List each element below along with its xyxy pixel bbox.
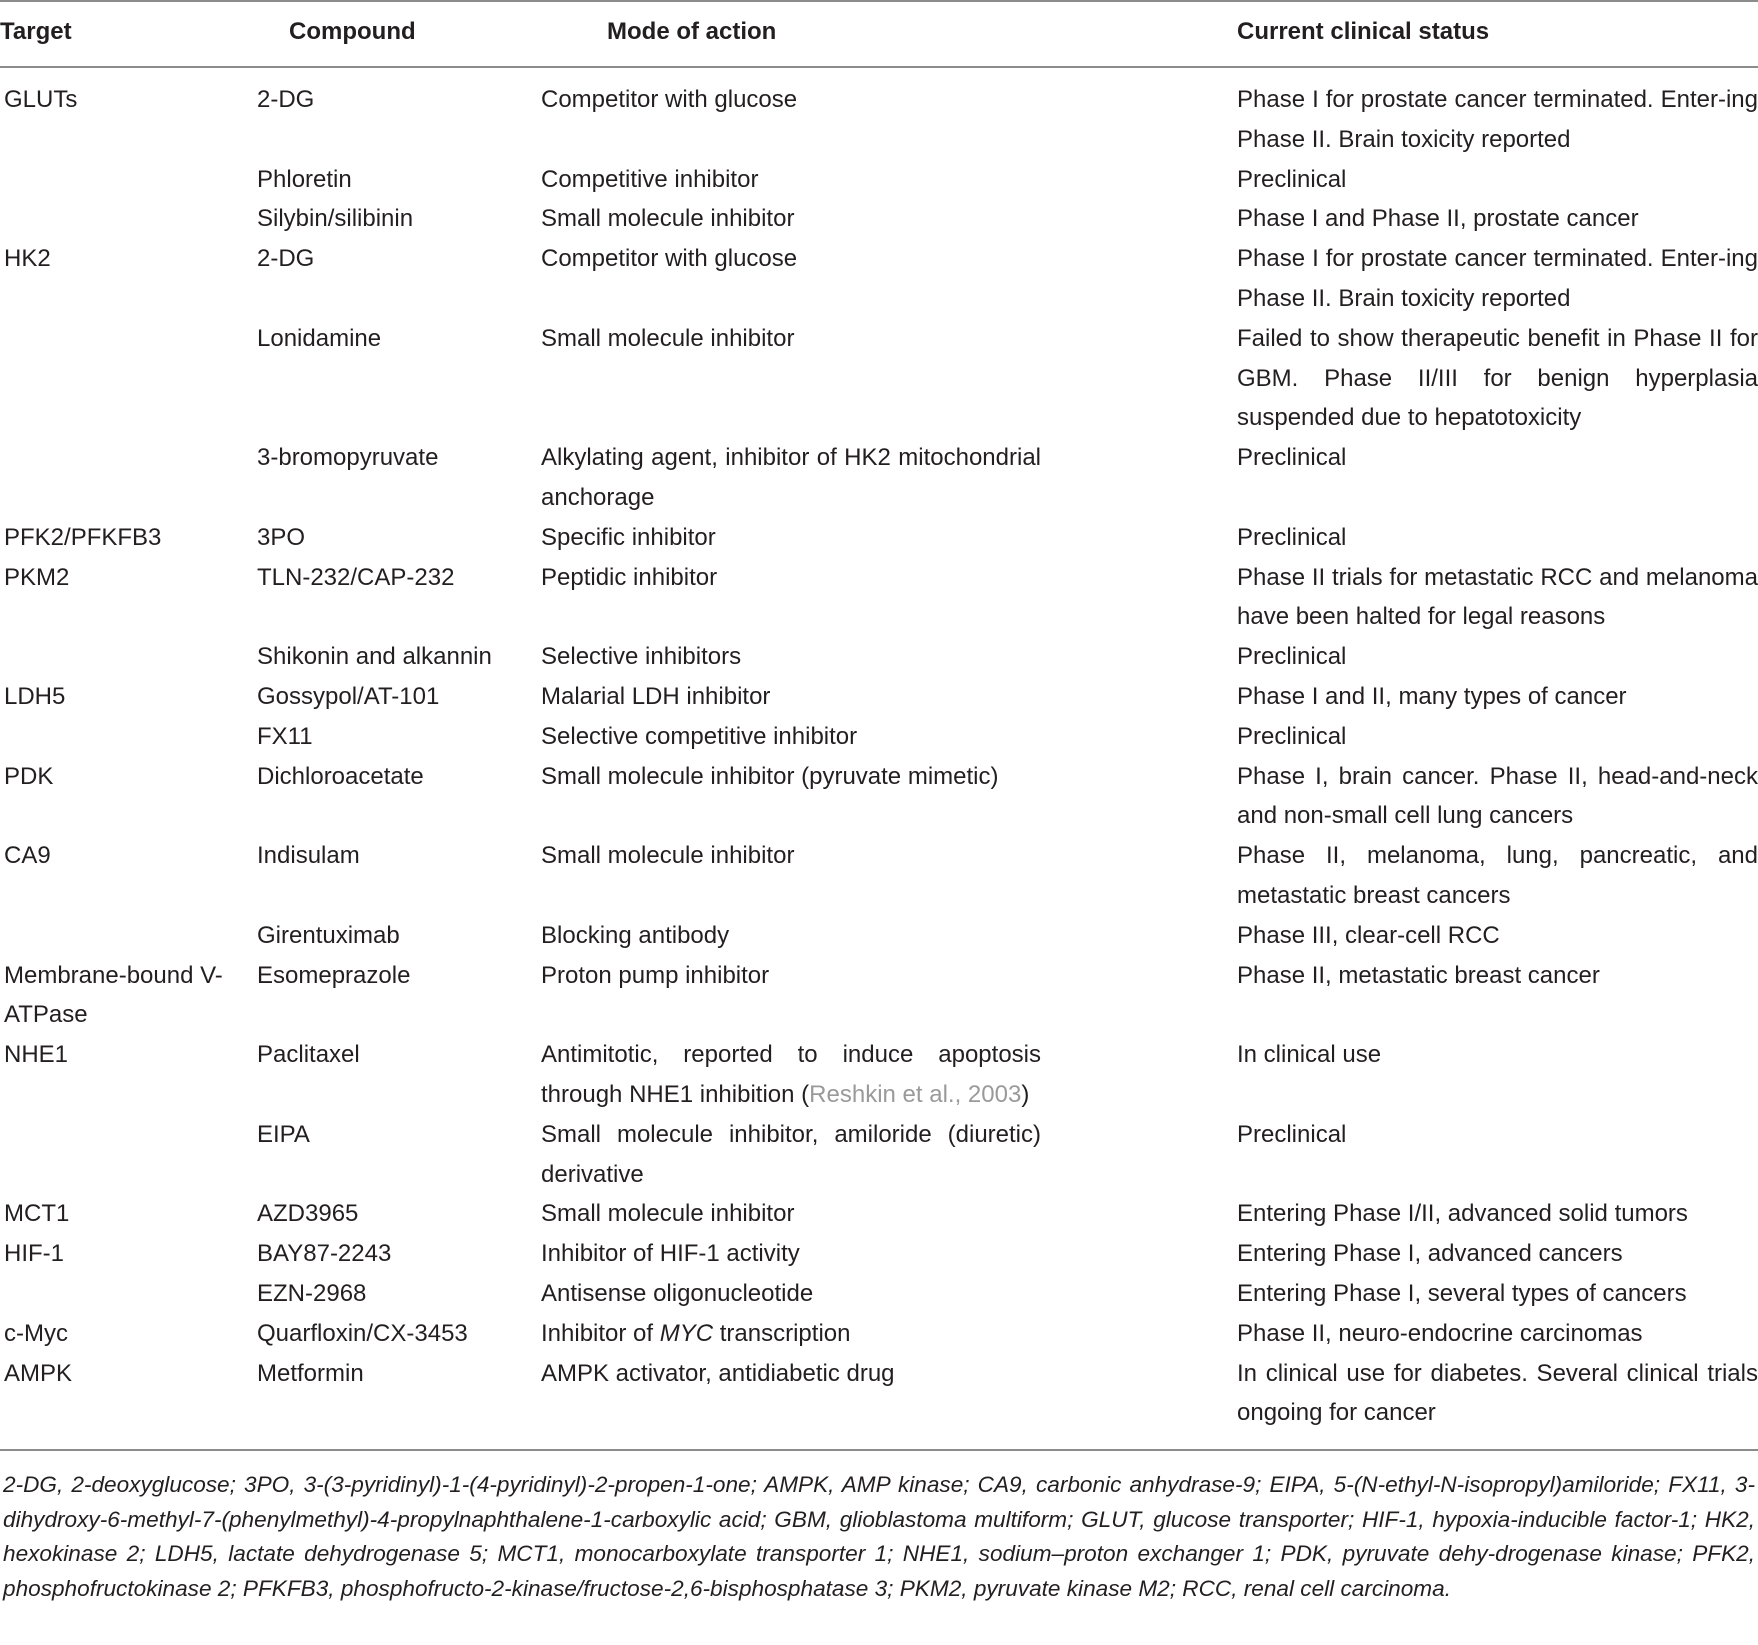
cell-clinical-status: Entering Phase I/II, advanced solid tumors — [1237, 1200, 1688, 1228]
cell-target: c-Myc — [4, 1319, 68, 1347]
cell-clinical-status: Entering Phase I, advanced cancers — [1237, 1240, 1623, 1268]
citation-open: ( — [794, 1080, 810, 1108]
cell-clinical-status: In clinical use for diabetes. Several clinical trials ongoing for cancer — [1237, 1359, 1758, 1427]
cell-mode-of-action: Proton pump inhibitor — [541, 961, 770, 989]
header-compound: Compound — [289, 18, 416, 45]
cell-mode-of-action — [541, 1035, 1041, 1115]
cell-target: HK2 — [4, 245, 51, 273]
cell-target: AMPK — [4, 1359, 73, 1387]
cell-clinical-status: Preclinical — [1237, 523, 1347, 551]
table-row — [4, 1194, 1758, 1234]
mode-text: Antimitotic, reported to induce apoptosis through NHE1 inhibition — [541, 1041, 1041, 1108]
cell-target: PFK2/PFKFB3 — [4, 523, 162, 551]
cell-compound: BAY87-2243 — [257, 1240, 392, 1268]
cell-compound: 2-DG — [257, 245, 315, 273]
table-row — [4, 637, 1758, 677]
cell-mode-of-action: Selective competitive inhibitor — [541, 722, 858, 750]
cell-mode-of-action: Specific inhibitor — [541, 523, 716, 551]
table-row — [4, 319, 1758, 438]
table-row — [4, 1354, 1758, 1434]
table-row — [4, 1274, 1758, 1314]
cell-compound: Phloretin — [257, 165, 352, 193]
citation-close: ) — [1021, 1080, 1030, 1108]
cell-clinical-status: Phase II, melanoma, lung, pancreatic, and metastatic breast cancers — [1237, 842, 1758, 909]
cell-compound: Metformin — [257, 1359, 364, 1387]
cell-target: Membrane-bound V-ATPase — [4, 961, 223, 1029]
table-row — [4, 916, 1758, 956]
cell-mode-of-action: Antisense oligonucleotide — [541, 1279, 814, 1307]
table-row — [4, 239, 1758, 319]
cell-mode-of-action: Small molecule inhibitor — [541, 324, 795, 352]
header-target: Target — [0, 18, 72, 45]
cell-mode-of-action: Small molecule inhibitor, amiloride (diuretic) derivative — [541, 1120, 1041, 1188]
gene-name: MYC — [659, 1319, 714, 1347]
cell-target: CA9 — [4, 842, 51, 870]
cell-clinical-status: Phase II trials for metastatic RCC and melanoma have been halted for legal reasons — [1237, 563, 1758, 631]
cell-clinical-status: Preclinical — [1237, 444, 1347, 472]
cell-clinical-status: Entering Phase I, several types of cancers — [1237, 1279, 1687, 1307]
table-row — [4, 518, 1758, 558]
table-row — [4, 836, 1758, 916]
cell-mode-of-action: Competitor with glucose — [541, 245, 798, 273]
table-body — [4, 80, 1758, 1433]
cell-target: PDK — [4, 762, 54, 790]
cell-mode-of-action: Competitor with glucose — [541, 86, 798, 113]
header-mode-of-action: Mode of action — [607, 18, 777, 45]
table-bottom-rule — [0, 1449, 1758, 1451]
cell-compound: 3-bromopyruvate — [257, 444, 439, 472]
cell-mode-of-action: AMPK activator, antidiabetic drug — [541, 1359, 895, 1387]
table-footnote: 2-DG, 2-deoxyglucose; 3PO, 3-(3-pyridinyl)-1-(4-pyridinyl)-2-propen-1-one; AMPK, AMP kinase; CA9, carbonic anhydrase-9; EIPA, 5-(N-ethyl-N-isopropyl)amiloride; FX11, 3-dihydroxy-6-methyl-7-(phenylmethyl)-4-propylnaphthalene-1-carboxylic acid; GBM, glioblastoma multiform; GLUT, glucose transporter; HIF-1, hypoxia-inducible factor-1; HK2, hexokinase 2; LDH5, lactate dehydrogenase 5; MCT1, monocarboxylate transporter 1; NHE1, sodium–proton exchanger 1; PDK, pyruvate dehy-drogenase kinase; PFK2, phosphofructokinase 2; PFKFB3, phosphofructo-2-kinase/fructose-2,6-bisphosphatase 3; PKM2, pyruvate kinase M2; RCC, renal cell carcinoma. — [3, 1472, 1755, 1601]
cell-compound: Lonidamine — [257, 324, 382, 352]
cell-clinical-status: Phase II, neuro-endocrine carcinomas — [1237, 1319, 1643, 1347]
table-row — [4, 1234, 1758, 1274]
table-row — [4, 199, 1758, 239]
cell-mode-of-action: Inhibitor of HIF-1 activity — [541, 1240, 800, 1268]
cell-clinical-status: Preclinical — [1237, 1120, 1347, 1148]
cell-clinical-status: Phase I, brain cancer. Phase II, head-and-neck and non-small cell lung cancers — [1237, 762, 1758, 830]
cell-mode-of-action: Blocking antibody — [541, 921, 730, 949]
cell-mode-of-action: Peptidic inhibitor — [541, 563, 718, 591]
cell-clinical-status: Phase III, clear-cell RCC — [1237, 921, 1500, 949]
cell-compound: 2-DG — [257, 86, 315, 113]
cell-target: PKM2 — [4, 563, 70, 591]
cell-mode-of-action: Alkylating agent, inhibitor of HK2 mitochondrial anchorage — [541, 444, 1041, 511]
cell-mode-of-action: Malarial LDH inhibitor — [541, 682, 771, 710]
table-row — [4, 160, 1758, 200]
cell-compound: Shikonin and alkannin — [257, 643, 492, 671]
cell-mode-of-action: Selective inhibitors — [541, 643, 742, 671]
header-clinical-status: Current clinical status — [1237, 18, 1490, 45]
cell-compound: 3PO — [257, 523, 306, 551]
cell-compound: Girentuximab — [257, 921, 400, 949]
cell-compound: Indisulam — [257, 842, 360, 870]
cell-target: NHE1 — [4, 1041, 69, 1069]
citation-link[interactable]: Reshkin et al., 2003 — [809, 1080, 1022, 1108]
table-header-rule — [0, 66, 1758, 68]
cell-compound: Esomeprazole — [257, 961, 411, 989]
cell-compound: EZN-2968 — [257, 1279, 367, 1307]
cell-clinical-status: Preclinical — [1237, 165, 1347, 193]
cell-mode-of-action: Small molecule inhibitor — [541, 1200, 795, 1228]
cell-compound: Paclitaxel — [257, 1041, 360, 1069]
table-row — [4, 80, 1758, 160]
cell-target: GLUTs — [4, 86, 78, 113]
mode-text-tail: transcription — [713, 1319, 851, 1347]
cell-clinical-status: Phase II, metastatic breast cancer — [1237, 961, 1600, 989]
table-row — [4, 558, 1758, 638]
table-row — [4, 677, 1758, 717]
cell-clinical-status: Phase I for prostate cancer terminated. Enter-ing Phase II. Brain toxicity reported — [1237, 245, 1758, 312]
table-row — [4, 956, 1758, 1036]
cell-target: MCT1 — [4, 1200, 70, 1228]
table-row — [4, 438, 1758, 518]
table-header-row — [0, 2, 1758, 62]
cell-clinical-status: Phase I for prostate cancer terminated. Enter-ing Phase II. Brain toxicity reported — [1237, 86, 1758, 153]
cell-compound: TLN-232/CAP-232 — [257, 563, 455, 591]
cell-mode-of-action: Small molecule inhibitor (pyruvate mimetic) — [541, 762, 999, 790]
cell-compound: Silybin/silibinin — [257, 205, 414, 233]
cell-clinical-status: In clinical use — [1237, 1041, 1382, 1069]
mode-text: Inhibitor of — [541, 1319, 660, 1347]
cell-clinical-status: Phase I and II, many types of cancer — [1237, 682, 1627, 710]
cell-compound: FX11 — [257, 722, 313, 750]
cell-clinical-status: Failed to show therapeutic benefit in Phase II for GBM. Phase II/III for benign hyperplasia suspended due to hepatotoxicity — [1237, 324, 1758, 432]
cell-target: HIF-1 — [4, 1240, 64, 1268]
cell-compound: Dichloroacetate — [257, 762, 424, 790]
cell-mode-of-action — [541, 1314, 1041, 1354]
cell-clinical-status: Phase I and Phase II, prostate cancer — [1237, 205, 1639, 233]
cell-clinical-status: Preclinical — [1237, 722, 1347, 750]
table-row — [4, 1035, 1758, 1115]
cell-clinical-status: Preclinical — [1237, 643, 1347, 671]
cell-compound: Gossypol/AT-101 — [257, 682, 440, 710]
cell-compound: Quarfloxin/CX-3453 — [257, 1319, 468, 1347]
table-row — [4, 1115, 1758, 1195]
table-row — [4, 717, 1758, 757]
table-row — [4, 1314, 1758, 1354]
cell-target: LDH5 — [4, 682, 66, 710]
cell-mode-of-action: Small molecule inhibitor — [541, 205, 795, 233]
cell-mode-of-action: Competitive inhibitor — [541, 165, 759, 193]
table-row — [4, 757, 1758, 837]
cell-compound: AZD3965 — [257, 1200, 359, 1228]
cell-mode-of-action: Small molecule inhibitor — [541, 842, 795, 870]
cell-compound: EIPA — [257, 1120, 310, 1148]
